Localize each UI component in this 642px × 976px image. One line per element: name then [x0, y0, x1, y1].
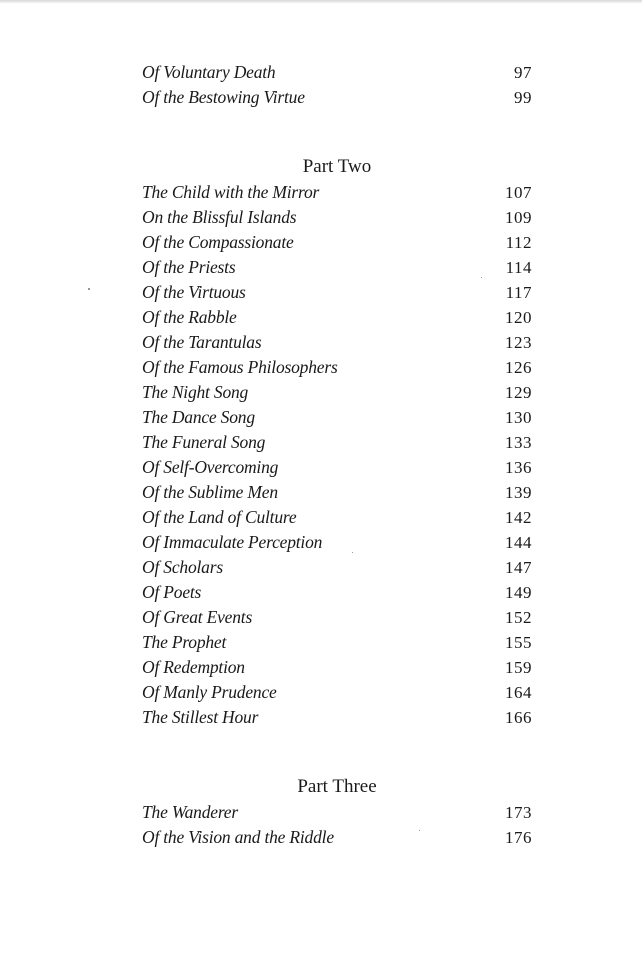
toc-entry-title: The Wanderer [142, 802, 238, 822]
toc-entry-page: 130 [505, 408, 532, 427]
toc-entry-title: Of the Sublime Men [142, 482, 278, 502]
toc-entry-page: 152 [505, 608, 532, 627]
toc-entry[interactable] [142, 380, 532, 405]
toc-entry[interactable] [142, 530, 532, 555]
toc-entry-title: Of Poets [142, 582, 202, 602]
toc-entry-page: 133 [505, 433, 532, 452]
toc-entry[interactable] [142, 800, 532, 825]
toc-entry[interactable] [142, 255, 532, 280]
toc-entry[interactable] [142, 680, 532, 705]
toc-entry[interactable] [142, 230, 532, 255]
toc-entry[interactable] [142, 85, 532, 110]
toc-entry-title: Of Manly Prudence [142, 682, 277, 702]
toc-entry[interactable] [142, 180, 532, 205]
toc-entry[interactable] [142, 405, 532, 430]
toc-entry[interactable] [142, 280, 532, 305]
toc-entry-page: 155 [505, 633, 532, 652]
toc-entry-title: Of Redemption [142, 657, 245, 677]
toc-entry-title: Of the Rabble [142, 307, 237, 327]
toc-entry[interactable] [142, 555, 532, 580]
toc-entry[interactable] [142, 655, 532, 680]
part-two-heading: Part Two [302, 156, 372, 177]
toc-entry-title: Of Scholars [142, 557, 223, 577]
section-spacer [142, 730, 532, 774]
part-three-heading: Part Three [297, 776, 377, 797]
toc-entry[interactable] [142, 305, 532, 330]
toc-entry-page: 126 [505, 358, 532, 377]
toc-entry[interactable] [142, 480, 532, 505]
toc-entry[interactable] [142, 205, 532, 230]
toc-entry-title: On the Blissful Islands [142, 207, 297, 227]
toc-entry-page: 114 [505, 258, 532, 277]
toc-entry-title: The Child with the Mirror [142, 182, 320, 202]
toc-entry-page: 120 [505, 308, 532, 327]
toc-entry-page: 142 [505, 508, 532, 527]
toc-entry-page: 166 [505, 708, 532, 727]
toc-entry[interactable] [142, 580, 532, 605]
toc-entry-title: The Funeral Song [142, 432, 266, 452]
toc-entry-title: Of the Bestowing Virtue [142, 87, 305, 107]
toc-entry-title: Of Great Events [142, 607, 253, 627]
toc-entry-page: 109 [505, 208, 532, 227]
scan-speck [419, 830, 420, 831]
toc-entry-page: 149 [505, 583, 532, 602]
toc-entry-page: 112 [505, 233, 532, 252]
toc-entry[interactable] [142, 330, 532, 355]
section-spacer [142, 110, 532, 154]
toc-entry-title: The Stillest Hour [142, 707, 259, 727]
toc-entry[interactable] [142, 455, 532, 480]
toc-entry-title: The Prophet [142, 632, 227, 652]
toc-entry-page: 164 [505, 683, 532, 702]
toc-entry-title: Of Immaculate Perception [142, 532, 323, 552]
toc-entry[interactable] [142, 705, 532, 730]
toc-entry-page: 139 [505, 483, 532, 502]
toc-entry[interactable] [142, 825, 532, 850]
toc-entry-title: Of the Compassionate [142, 232, 294, 252]
toc-entry-page: 159 [505, 658, 532, 677]
toc-entry[interactable] [142, 355, 532, 380]
toc-entry-page: 97 [514, 63, 532, 82]
toc-entry-page: 173 [505, 803, 532, 822]
part-two-entries [142, 180, 532, 730]
scan-speck [88, 288, 90, 290]
toc-entry-page: 117 [505, 283, 532, 302]
toc-entry[interactable] [142, 60, 532, 85]
toc-entry-title: Of the Tarantulas [142, 332, 262, 352]
toc-entry-title: Of the Virtuous [142, 282, 246, 302]
toc-entry[interactable] [142, 505, 532, 530]
toc-entry-page: 123 [505, 333, 532, 352]
toc-entry[interactable] [142, 630, 532, 655]
toc-entry-page: 144 [505, 533, 532, 552]
toc-entry-title: Of the Land of Culture [142, 507, 297, 527]
toc-entry-title: Of the Vision and the Riddle [142, 827, 334, 847]
toc-entry-title: The Dance Song [142, 407, 255, 427]
toc-entry-title: Of the Priests [142, 257, 236, 277]
toc-entry-title: Of Self-Overcoming [142, 457, 279, 477]
viewer-top-edge [0, 0, 642, 3]
toc-entry-title: Of the Famous Philosophers [142, 357, 338, 377]
toc-entry-page: 99 [514, 88, 532, 107]
table-of-contents [142, 60, 532, 850]
toc-entry-page: 147 [505, 558, 532, 577]
toc-entry-page: 136 [505, 458, 532, 477]
toc-entry[interactable] [142, 605, 532, 630]
scan-speck [481, 277, 482, 278]
part-three-entries [142, 800, 532, 850]
toc-entry-page: 107 [505, 183, 532, 202]
scan-speck [352, 552, 353, 553]
toc-entry[interactable] [142, 430, 532, 455]
toc-entry-page: 129 [505, 383, 532, 402]
toc-entry-title: Of Voluntary Death [142, 62, 276, 82]
toc-entry-page: 176 [505, 828, 532, 847]
toc-entry-title: The Night Song [142, 382, 249, 402]
